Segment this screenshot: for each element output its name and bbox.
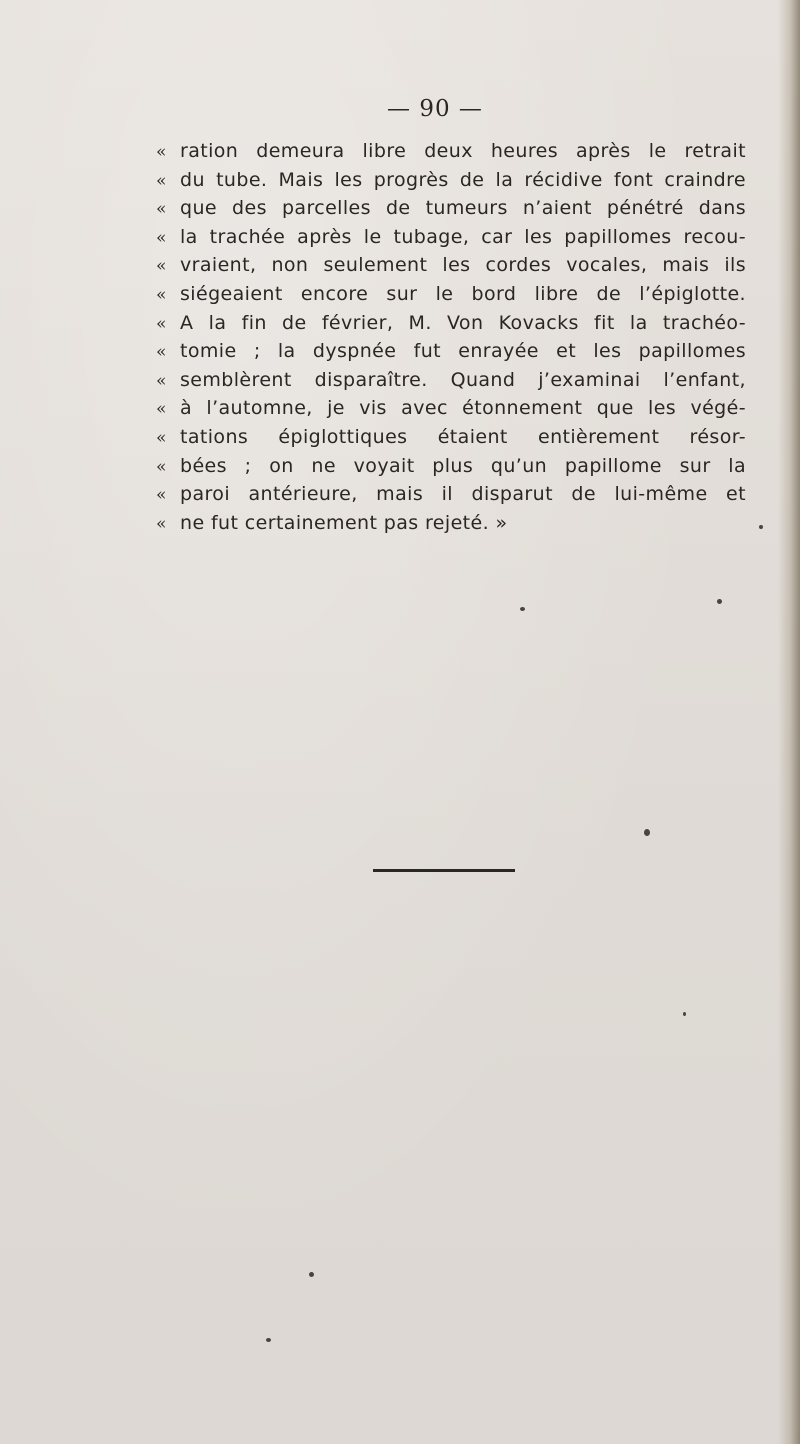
line-text: tations épiglottiques étaient entièrement résor- (180, 425, 746, 448)
text-line (156, 426, 746, 455)
text-line (156, 140, 746, 169)
guillemet: « (156, 513, 167, 534)
text-line (156, 283, 746, 312)
text-line (156, 197, 746, 226)
text-line (156, 512, 746, 541)
text-line (156, 226, 746, 255)
line-text: A la fin de février, M. Von Kovacks fit la trachéo- (180, 311, 746, 334)
line-text: tomie ; la dyspnée fut enrayée et les papillomes (180, 340, 746, 363)
text-line (156, 369, 746, 398)
guillemet: « (156, 485, 167, 506)
ink-speck (266, 1338, 271, 1342)
ink-speck (309, 1272, 314, 1277)
line-text: la trachée après le tubage, car les papillomes recou- (180, 225, 746, 248)
page-number: — 90 — (387, 96, 483, 122)
ink-speck (717, 599, 722, 604)
guillemet: « (156, 199, 167, 220)
ink-speck (644, 829, 650, 836)
line-text: paroi antérieure, mais il disparut de lui-même et (180, 483, 746, 506)
guillemet: « (156, 227, 167, 248)
guillemet: « (156, 142, 167, 162)
guillemet: « (156, 399, 167, 420)
line-text: ne fut certainement pas rejeté. » (180, 511, 508, 534)
ink-speck (520, 607, 525, 611)
line-text: que des parcelles de tumeurs n’aient pénétré dans (180, 197, 746, 220)
page-edge-shadow (778, 0, 800, 1444)
line-text: du tube. Mais les progrès de la récidive font craindre (180, 168, 746, 191)
text-line (156, 254, 746, 283)
guillemet: « (156, 456, 167, 477)
guillemet: « (156, 370, 167, 391)
text-line (156, 397, 746, 426)
text-block (156, 140, 746, 540)
line-text: semblèrent disparaître. Quand j’examinai l’enfant, (180, 368, 746, 391)
section-divider-rule (373, 869, 515, 872)
line-text: siégeaient encore sur le bord libre de l’épiglotte. (180, 282, 746, 305)
guillemet: « (156, 342, 167, 363)
ink-speck (759, 525, 763, 529)
line-text: à l’automne, je vis avec étonnement que les végé- (180, 397, 746, 420)
text-line (156, 169, 746, 198)
line-text: bées ; on ne voyait plus qu’un papillome sur la (180, 454, 746, 477)
line-text: ration demeura libre deux heures après le retrait (180, 140, 746, 162)
text-line (156, 455, 746, 484)
ink-speck (683, 1012, 686, 1016)
text-line (156, 312, 746, 341)
guillemet: « (156, 313, 167, 334)
guillemet: « (156, 170, 167, 191)
guillemet: « (156, 256, 167, 277)
guillemet: « (156, 427, 167, 448)
text-line (156, 340, 746, 369)
line-text: vraient, non seulement les cordes vocales, mais ils (180, 254, 746, 277)
text-line (156, 483, 746, 512)
guillemet: « (156, 284, 167, 305)
